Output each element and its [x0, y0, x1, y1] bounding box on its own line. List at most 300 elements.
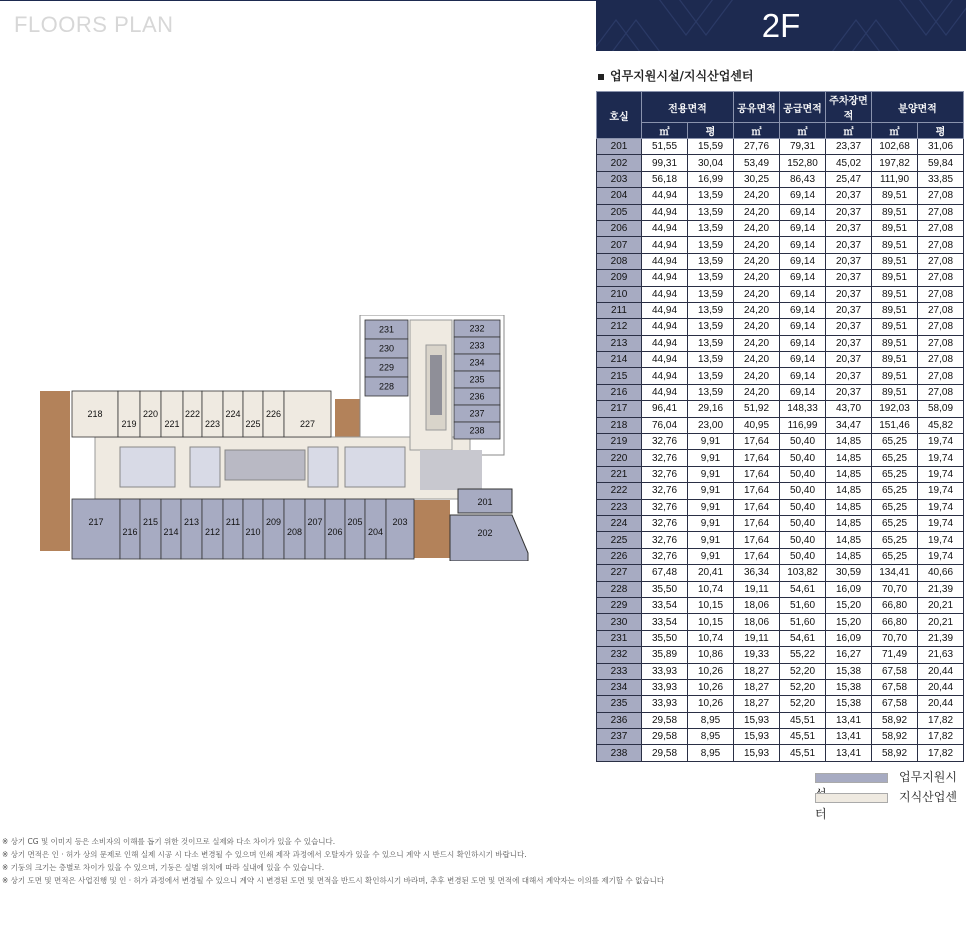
- table-cell: 17,64: [734, 483, 780, 499]
- table-cell: 33,54: [642, 614, 688, 630]
- table-cell: 65,25: [872, 483, 918, 499]
- table-cell: 89,51: [872, 286, 918, 302]
- table-cell: 23,37: [826, 139, 872, 155]
- table-row: [597, 745, 964, 761]
- table-cell: 69,14: [780, 319, 826, 335]
- table-cell: 71,49: [872, 647, 918, 663]
- table-cell: 65,25: [872, 515, 918, 531]
- table-cell: 96,41: [642, 401, 688, 417]
- table-cell: 13,59: [688, 220, 734, 236]
- table-cell: 65,25: [872, 466, 918, 482]
- unit-number-cell: 227: [597, 565, 642, 581]
- table-cell: 8,95: [688, 729, 734, 745]
- table-cell: 13,41: [826, 729, 872, 745]
- table-cell: 15,20: [826, 614, 872, 630]
- floor-plan: [40, 315, 530, 561]
- unit-number-cell: 214: [597, 352, 642, 368]
- floor-label: 2F: [761, 7, 801, 44]
- table-cell: 20,21: [918, 597, 964, 613]
- table-cell: 8,95: [688, 745, 734, 761]
- unit-219: [118, 391, 140, 437]
- table-cell: 89,51: [872, 368, 918, 384]
- col-header-unit: 호실: [597, 92, 642, 139]
- table-row: [597, 352, 964, 368]
- table-cell: 44,94: [642, 352, 688, 368]
- unit-number-cell: 235: [597, 696, 642, 712]
- stair-left: [190, 447, 220, 487]
- unit-209: [263, 499, 284, 559]
- unit-202: [450, 515, 528, 561]
- table-cell: 36,34: [734, 565, 780, 581]
- table-cell: 9,91: [688, 466, 734, 482]
- unit-number-cell: 229: [597, 597, 642, 613]
- note-line: ※ 상기 도면 및 면적은 사업진행 및 인 · 허가 과정에서 변경될 수 있으니 계약 시 변경된 도면 및 면적을 반드시 확인하시기 바라며, 추후 변경된 도면 및 면적에 대해서 계약자는 이의를 제기할 수 없습니다: [2, 876, 665, 885]
- unit-225: [243, 391, 263, 437]
- note-line: ※ 기둥의 크기는 층별로 차이가 있을 수 있으며, 기둥은 실별 위치에 따라 실내에 있을 수 있습니다.: [2, 863, 325, 872]
- table-cell: 14,85: [826, 548, 872, 564]
- table-cell: 31,06: [918, 139, 964, 155]
- table-cell: 9,91: [688, 450, 734, 466]
- table-cell: 20,41: [688, 565, 734, 581]
- table-cell: 27,08: [918, 352, 964, 368]
- table-cell: 30,04: [688, 155, 734, 171]
- table-cell: 13,59: [688, 319, 734, 335]
- table-cell: 20,37: [826, 237, 872, 253]
- unit-number-cell: 207: [597, 237, 642, 253]
- table-cell: 65,25: [872, 434, 918, 450]
- table-cell: 44,94: [642, 237, 688, 253]
- unit-number-cell: 210: [597, 286, 642, 302]
- table-cell: 14,85: [826, 466, 872, 482]
- table-row: [597, 729, 964, 745]
- unit-header: ㎡: [872, 123, 918, 139]
- table-cell: 45,51: [780, 745, 826, 761]
- table-cell: 45,51: [780, 712, 826, 728]
- unit-number-cell: 230: [597, 614, 642, 630]
- table-cell: 15,20: [826, 597, 872, 613]
- table-cell: 50,40: [780, 548, 826, 564]
- unit-number-cell: 205: [597, 204, 642, 220]
- wood-deck-left: [40, 391, 70, 551]
- table-cell: 25,47: [826, 171, 872, 187]
- table-cell: 13,59: [688, 188, 734, 204]
- table-cell: 13,59: [688, 286, 734, 302]
- table-cell: 24,20: [734, 384, 780, 400]
- table-cell: 24,20: [734, 237, 780, 253]
- unit-label: 230: [378, 343, 395, 354]
- unit-number-cell: 222: [597, 483, 642, 499]
- unit-number-cell: 211: [597, 302, 642, 318]
- table-cell: 17,64: [734, 515, 780, 531]
- table-cell: 44,94: [642, 335, 688, 351]
- table-row: [597, 270, 964, 286]
- table-row: [597, 483, 964, 499]
- table-cell: 89,51: [872, 335, 918, 351]
- table-cell: 29,58: [642, 712, 688, 728]
- table-cell: 17,82: [918, 729, 964, 745]
- table-units-row: [597, 123, 964, 139]
- table-cell: 51,60: [780, 614, 826, 630]
- table-cell: 13,59: [688, 335, 734, 351]
- table-cell: 32,76: [642, 548, 688, 564]
- table-cell: 33,54: [642, 597, 688, 613]
- table-cell: 16,99: [688, 171, 734, 187]
- table-cell: 15,59: [688, 139, 734, 155]
- unit-number-cell: 226: [597, 548, 642, 564]
- unit-label: 226: [265, 409, 282, 419]
- table-cell: 50,40: [780, 466, 826, 482]
- table-cell: 23,00: [688, 417, 734, 433]
- table-cell: 43,70: [826, 401, 872, 417]
- col-header-parking: 주차장면적: [826, 92, 872, 123]
- unit-203: [386, 499, 414, 559]
- table-cell: 50,40: [780, 483, 826, 499]
- unit-213: [181, 499, 202, 559]
- unit-number-cell: 234: [597, 679, 642, 695]
- table-cell: 20,37: [826, 204, 872, 220]
- table-cell: 33,93: [642, 663, 688, 679]
- unit-label: 218: [87, 409, 103, 419]
- table-cell: 69,14: [780, 384, 826, 400]
- table-cell: 59,84: [918, 155, 964, 171]
- table-cell: 40,95: [734, 417, 780, 433]
- table-row: [597, 139, 964, 155]
- table-cell: 13,59: [688, 270, 734, 286]
- table-cell: 89,51: [872, 319, 918, 335]
- table-row: [597, 155, 964, 171]
- unit-label: 238: [469, 425, 485, 436]
- section-title: [598, 67, 754, 84]
- table-cell: 17,64: [734, 532, 780, 548]
- table-cell: 24,20: [734, 335, 780, 351]
- unit-label: 216: [122, 527, 138, 537]
- table-cell: 148,33: [780, 401, 826, 417]
- table-cell: 18,27: [734, 679, 780, 695]
- table-cell: 45,82: [918, 417, 964, 433]
- table-row: [597, 548, 964, 564]
- table-cell: 24,20: [734, 302, 780, 318]
- table-row: [597, 253, 964, 269]
- unit-number-cell: 224: [597, 515, 642, 531]
- unit-label: 215: [142, 517, 159, 527]
- table-cell: 52,20: [780, 696, 826, 712]
- table-cell: 32,76: [642, 434, 688, 450]
- table-cell: 33,93: [642, 679, 688, 695]
- table-cell: 20,37: [826, 384, 872, 400]
- table-cell: 151,46: [872, 417, 918, 433]
- table-cell: 111,90: [872, 171, 918, 187]
- table-cell: 40,66: [918, 565, 964, 581]
- table-body: [597, 139, 964, 762]
- unit-number-cell: 218: [597, 417, 642, 433]
- table-cell: 18,06: [734, 614, 780, 630]
- unit-label: 236: [469, 391, 485, 402]
- unit-label: 233: [469, 340, 485, 351]
- table-cell: 15,93: [734, 745, 780, 761]
- unit-number-cell: 201: [597, 139, 642, 155]
- unit-label: 203: [392, 517, 408, 527]
- table-cell: 9,91: [688, 499, 734, 515]
- table-cell: 29,16: [688, 401, 734, 417]
- table-cell: 10,74: [688, 581, 734, 597]
- table-cell: 17,64: [734, 499, 780, 515]
- unit-number-cell: 228: [597, 581, 642, 597]
- table-cell: 13,41: [826, 745, 872, 761]
- table-cell: 19,33: [734, 647, 780, 663]
- table-cell: 20,37: [826, 319, 872, 335]
- unit-number-cell: 203: [597, 171, 642, 187]
- table-cell: 66,80: [872, 614, 918, 630]
- table-cell: 69,14: [780, 335, 826, 351]
- unit-number-cell: 212: [597, 319, 642, 335]
- table-row: [597, 515, 964, 531]
- escalator-core: [225, 450, 305, 480]
- table-cell: 27,08: [918, 368, 964, 384]
- table-cell: 15,38: [826, 679, 872, 695]
- unit-number-cell: 237: [597, 729, 642, 745]
- table-row: [597, 630, 964, 646]
- unit-label: 227: [299, 419, 316, 429]
- unit-number-cell: 206: [597, 220, 642, 236]
- table-cell: 19,74: [918, 466, 964, 482]
- table-cell: 9,91: [688, 483, 734, 499]
- table-cell: 24,20: [734, 368, 780, 384]
- page-title: FLOORS PLAN: [14, 12, 174, 37]
- unit-label: 213: [183, 517, 200, 527]
- table-cell: 20,37: [826, 188, 872, 204]
- table-cell: 89,51: [872, 220, 918, 236]
- unit-label: 202: [477, 528, 493, 538]
- unit-number-cell: 238: [597, 745, 642, 761]
- unit-label: 235: [469, 374, 485, 385]
- table-cell: 27,76: [734, 139, 780, 155]
- table-cell: 20,44: [918, 696, 964, 712]
- table-cell: 10,15: [688, 597, 734, 613]
- table-cell: 32,76: [642, 466, 688, 482]
- table-cell: 27,08: [918, 220, 964, 236]
- table-row: [597, 679, 964, 695]
- unit-label: 237: [469, 408, 485, 419]
- unit-205: [345, 499, 365, 559]
- table-cell: 15,38: [826, 663, 872, 679]
- table-cell: 69,14: [780, 368, 826, 384]
- unit-number-cell: 216: [597, 384, 642, 400]
- table-cell: 66,80: [872, 597, 918, 613]
- unit-number-cell: 236: [597, 712, 642, 728]
- table-cell: 102,68: [872, 139, 918, 155]
- table-cell: 13,59: [688, 302, 734, 318]
- table-cell: 152,80: [780, 155, 826, 171]
- table-cell: 86,43: [780, 171, 826, 187]
- table-cell: 53,49: [734, 155, 780, 171]
- table-row: [597, 368, 964, 384]
- table-cell: 17,64: [734, 548, 780, 564]
- table-cell: 69,14: [780, 302, 826, 318]
- table-cell: 10,26: [688, 679, 734, 695]
- table-cell: 14,85: [826, 483, 872, 499]
- table-cell: 89,51: [872, 352, 918, 368]
- table-cell: 14,85: [826, 532, 872, 548]
- unit-label: 214: [163, 527, 179, 537]
- table-cell: 13,59: [688, 352, 734, 368]
- floor-banner: [596, 0, 966, 51]
- unit-223: [202, 391, 223, 437]
- table-cell: 69,14: [780, 270, 826, 286]
- table-row: [597, 417, 964, 433]
- table-cell: 54,61: [780, 581, 826, 597]
- table-cell: 16,09: [826, 630, 872, 646]
- unit-label: 223: [204, 419, 221, 429]
- table-cell: 19,74: [918, 499, 964, 515]
- table-cell: 69,14: [780, 204, 826, 220]
- unit-number-cell: 233: [597, 663, 642, 679]
- table-cell: 20,37: [826, 368, 872, 384]
- unit-number-cell: 219: [597, 434, 642, 450]
- table-cell: 27,08: [918, 319, 964, 335]
- table-cell: 50,40: [780, 532, 826, 548]
- table-cell: 99,31: [642, 155, 688, 171]
- table-cell: 8,95: [688, 712, 734, 728]
- table-cell: 10,86: [688, 647, 734, 663]
- table-header-row: [597, 92, 964, 123]
- restroom-left: [120, 447, 175, 487]
- restroom-right: [345, 447, 405, 487]
- unit-label: 205: [347, 517, 363, 527]
- table-row: [597, 565, 964, 581]
- table-row: [597, 171, 964, 187]
- table-cell: 27,08: [918, 286, 964, 302]
- table-cell: 65,25: [872, 548, 918, 564]
- note-line: ※ 상기 CG 및 이미지 등은 소비자의 이해를 돕기 위한 것이므로 실제와 다소 차이가 있을 수 있습니다.: [2, 837, 336, 846]
- table-cell: 10,15: [688, 614, 734, 630]
- legend-label: 지식산업센터: [815, 790, 957, 821]
- table-cell: 197,82: [872, 155, 918, 171]
- table-cell: 89,51: [872, 270, 918, 286]
- table-cell: 19,74: [918, 483, 964, 499]
- table-row: [597, 499, 964, 515]
- table-row: [597, 434, 964, 450]
- table-cell: 27,08: [918, 237, 964, 253]
- table-cell: 79,31: [780, 139, 826, 155]
- table-cell: 44,94: [642, 270, 688, 286]
- table-cell: 27,08: [918, 384, 964, 400]
- unit-label: 211: [225, 517, 241, 527]
- unit-number-cell: 223: [597, 499, 642, 515]
- unit-label: 221: [164, 419, 180, 429]
- col-header-supply: 공급면적: [780, 92, 826, 123]
- table-cell: 16,27: [826, 647, 872, 663]
- legend-swatch: [815, 793, 888, 803]
- table-cell: 35,89: [642, 647, 688, 663]
- unit-header: 평: [688, 123, 734, 139]
- top-units: [72, 391, 331, 437]
- table-cell: 32,76: [642, 532, 688, 548]
- area-table: [596, 91, 964, 762]
- col-header-exclusive: 전용면적: [642, 92, 734, 123]
- table-cell: 32,76: [642, 499, 688, 515]
- table-cell: 14,85: [826, 450, 872, 466]
- table-cell: 19,74: [918, 434, 964, 450]
- unit-label: 222: [184, 409, 201, 419]
- table-cell: 58,92: [872, 712, 918, 728]
- unit-number-cell: 209: [597, 270, 642, 286]
- table-cell: 14,85: [826, 434, 872, 450]
- table-cell: 17,64: [734, 450, 780, 466]
- section-title-text: 업무지원시설/지식산업센터: [610, 69, 754, 83]
- table-row: [597, 237, 964, 253]
- table-cell: 69,14: [780, 352, 826, 368]
- unit-number-cell: 220: [597, 450, 642, 466]
- table-cell: 52,20: [780, 663, 826, 679]
- table-cell: 45,02: [826, 155, 872, 171]
- table-cell: 19,11: [734, 630, 780, 646]
- unit-number-cell: 208: [597, 253, 642, 269]
- unit-number-cell: 232: [597, 647, 642, 663]
- table-cell: 70,70: [872, 630, 918, 646]
- table-cell: 32,76: [642, 515, 688, 531]
- table-cell: 20,44: [918, 679, 964, 695]
- stair-right: [308, 447, 338, 487]
- unit-label: 232: [469, 323, 485, 334]
- table-cell: 50,40: [780, 515, 826, 531]
- table-cell: 15,38: [826, 696, 872, 712]
- table-cell: 69,14: [780, 286, 826, 302]
- table-cell: 18,06: [734, 597, 780, 613]
- table-row: [597, 204, 964, 220]
- table-cell: 24,20: [734, 253, 780, 269]
- table-cell: 21,39: [918, 581, 964, 597]
- table-cell: 65,25: [872, 532, 918, 548]
- unit-number-cell: 215: [597, 368, 642, 384]
- table-cell: 89,51: [872, 237, 918, 253]
- table-row: [597, 532, 964, 548]
- table-row: [597, 384, 964, 400]
- unit-label: 206: [327, 527, 343, 537]
- tower-left-units: [365, 320, 408, 396]
- table-cell: 24,20: [734, 220, 780, 236]
- table-cell: 21,63: [918, 647, 964, 663]
- unit-217: [72, 499, 120, 559]
- legend-label: 업무지원시: [899, 770, 957, 784]
- unit-header: ㎡: [734, 123, 780, 139]
- table-cell: 14,85: [826, 499, 872, 515]
- table-cell: 24,20: [734, 204, 780, 220]
- table-cell: 76,04: [642, 417, 688, 433]
- table-cell: 58,92: [872, 745, 918, 761]
- table-cell: 67,48: [642, 565, 688, 581]
- unit-number-cell: 204: [597, 188, 642, 204]
- unit-label: 217: [88, 517, 104, 527]
- col-header-sale: 분양면적: [872, 92, 964, 123]
- table-cell: 50,40: [780, 434, 826, 450]
- table-cell: 10,74: [688, 630, 734, 646]
- table-cell: 55,22: [780, 647, 826, 663]
- table-row: [597, 220, 964, 236]
- table-cell: 50,40: [780, 450, 826, 466]
- table-cell: 32,76: [642, 483, 688, 499]
- table-cell: 24,20: [734, 352, 780, 368]
- table-cell: 44,94: [642, 368, 688, 384]
- table-cell: 44,94: [642, 302, 688, 318]
- unit-number-cell: 221: [597, 466, 642, 482]
- col-header-shared: 공유면적: [734, 92, 780, 123]
- table-row: [597, 597, 964, 613]
- table-cell: 27,08: [918, 188, 964, 204]
- table-cell: 10,26: [688, 663, 734, 679]
- table-row: [597, 335, 964, 351]
- unit-215: [140, 499, 161, 559]
- table-cell: 20,37: [826, 253, 872, 269]
